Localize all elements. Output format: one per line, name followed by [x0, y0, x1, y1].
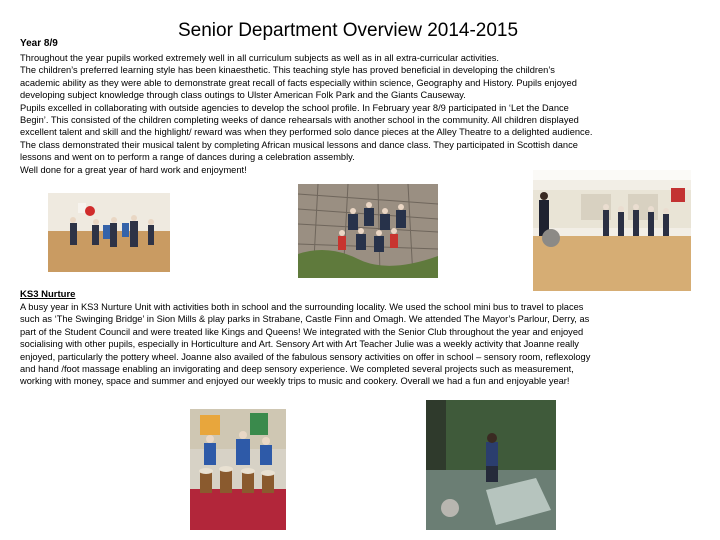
- year-8-9-paragraph: [20, 52, 704, 176]
- paragraph-line: part of the Student Council and were treated like Kings and Queens! We integrated with the Senior Club throughout the year and enjoyed: [20, 326, 584, 337]
- photo-sensory-room: [426, 400, 556, 530]
- section-heading-year-8-9: Year 8/9: [20, 38, 58, 49]
- paragraph-line: lessons and went on to perform a range of dances during a celebration assembly.: [20, 152, 355, 163]
- photo-drumming-hall: [533, 170, 691, 291]
- paragraph-line: developing subject knowledge through class outings to Ulster American Folk Park and the Giants Causeway.: [20, 90, 466, 101]
- paragraph-line: working with money, space and summer and enjoyed our weekly trips to music and cookery. Overall we had a fun and enjoyable year!: [20, 376, 570, 387]
- paragraph-line: The children’s preferred learning style has been kinaesthetic. This teaching style has proved beneficial in developing the children’s: [20, 65, 555, 76]
- photo-giants-causeway: [298, 184, 438, 278]
- paragraph-line: socialising with other pupils, especially in Horticulture and Art. Sensory Art with Art Teacher Julie was a weekly activity that Joanne really: [20, 339, 579, 350]
- photo-african-drums: [190, 409, 286, 530]
- paragraph-line: and hand /foot massage enabling an invigorating and deep sensory experience. We completed several projects such as measurement,: [20, 364, 574, 375]
- section-heading-ks3-nurture: KS3 Nurture: [20, 289, 76, 300]
- paragraph-line: enjoyed, particularly the pottery wheel. Joanne also availed of the fabulous sensory activities on offer in school – sensory room, reflexology: [20, 351, 591, 362]
- paragraph-line: Begin’. This consisted of the children completing weeks of dance rehearsals with another school in the community. All children displayed: [20, 115, 579, 126]
- paragraph-line: A busy year in KS3 Nurture Unit with activities both in school and the surrounding locality. We used the school mini bus to travel to places: [20, 302, 584, 312]
- ks3-nurture-paragraph: [20, 301, 704, 388]
- paragraph-line: The class demonstrated their musical talent by completing African musical lessons and dance class. They participated in Scottish dance: [20, 139, 578, 150]
- paragraph-line: academic ability as they were able to demonstrate great recall of facts especially within science, Geography and History. Pupils enjoyed: [20, 77, 577, 88]
- paragraph-line: excellent talent and skill and the highlight/ reward was when they performed solo dance pieces at the Alley Theatre to a delighted audience.: [20, 127, 593, 138]
- page-title: Senior Department Overview 2014-2015: [178, 20, 519, 41]
- paragraph-line: Throughout the year pupils worked extremely well in all curriculum subjects as well as in all extra-curricular activities.: [20, 53, 499, 63]
- paragraph-line: such as ‘The Swinging Bridge’ in Sion Mills & play parks in Strabane, Castle Finn and Omagh. We attended The Mayor’s Parlour, Derry, as: [20, 314, 590, 325]
- paragraph-line: Pupils excelled in collaborating with outside agencies to develop the school profile. In February year 8/9 participated in ‘Let the Dance: [20, 102, 569, 113]
- photo-dance-hall: [48, 193, 170, 272]
- paragraph-line: Well done for a great year of hard work and enjoyment!: [20, 164, 247, 175]
